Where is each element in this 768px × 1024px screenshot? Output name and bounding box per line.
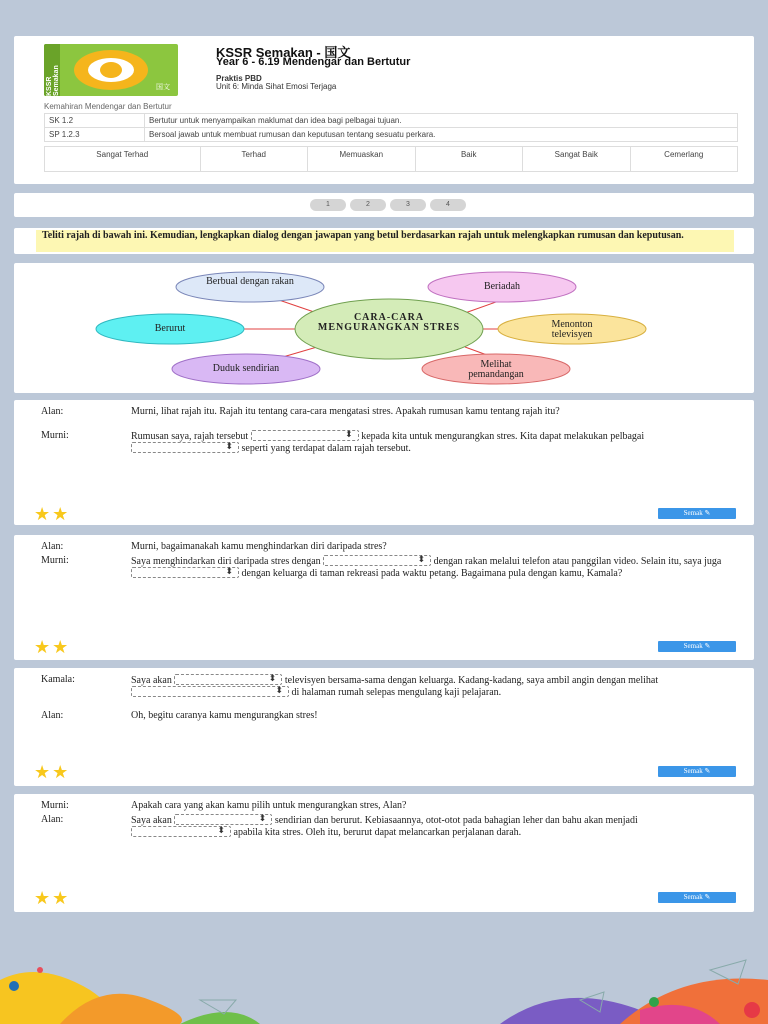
star-icon: ★ [52,504,69,524]
pencil-icon: ✎ [704,893,711,901]
page-title: KSSR Semakan - 国文 [216,45,351,60]
dialog-text: apabila kita stres. Oleh itu, berurut dapat melancarkan perjalanan darah. [231,827,522,838]
star-rating [34,762,69,782]
dialog-card-2 [14,535,754,660]
dialog-text: Saya menghindarkan diri daripada stres dengan [131,556,324,567]
check-button-label: Semak [683,509,703,517]
speaker-name: Kamala: [41,674,75,685]
standards-table [44,113,738,142]
rating-item: Baik [416,147,524,171]
dialog-text: Saya akan [131,815,175,826]
star-rating [34,888,69,908]
node-label-center: CARA-CARA MENGURANGKAN STRES [317,312,461,333]
dialog-card-1 [14,400,754,525]
dialog-text: dengan rakan melalui telefon atau panggilan video. Selain itu, saya juga [431,556,722,567]
pencil-icon: ✎ [704,509,711,517]
standard-code: SP 1.2.3 [45,128,145,142]
pagination [310,199,466,211]
rating-item: Sangat Terhad [45,147,201,171]
decorative-background [0,940,768,1024]
star-icon: ★ [52,762,69,782]
star-icon: ★ [34,762,51,782]
logo-sub-text: 国文 [156,84,170,91]
dialog-text: di halaman rumah selepas mengulang kaji pelajaran. [289,687,502,698]
rating-scale [44,146,738,172]
speaker-name: Murni: [41,555,69,566]
page-button-4[interactable]: 4 [430,199,466,211]
node-label-berurut: Berurut [154,323,186,334]
speaker-name: Alan: [41,710,64,721]
skill-label: Kemahiran Mendengar dan Bertutur [44,102,172,111]
rating-item: Sangat Baik [523,147,631,171]
dialog-text: Apakah cara yang akan kamu pilih untuk mengurangkan stres, Alan? [131,800,407,811]
answer-dropdown[interactable] [251,430,359,441]
table-row [45,128,738,142]
star-icon: ★ [52,888,69,908]
check-button[interactable] [658,508,736,519]
answer-dropdown[interactable] [131,567,239,578]
pencil-icon: ✎ [704,642,711,650]
practice-label: Praktis PBD [216,74,262,83]
node-label-melihat: Melihat pemandangan [468,359,524,380]
dialog-text: Rumusan saya, rajah tersebut [131,431,251,442]
answer-dropdown[interactable] [174,814,272,825]
check-button[interactable] [658,766,736,777]
check-button-label: Semak [683,893,703,901]
standard-code: SK 1.2 [45,114,145,128]
dialog-line [131,406,731,417]
speaker-name: Alan: [41,814,64,825]
page-button-2[interactable]: 2 [350,199,386,211]
dialog-line [131,430,731,454]
app-logo [44,44,178,96]
dialog-line [131,555,731,579]
star-rating [34,637,69,657]
dialog-text: Oh, begitu caranya kamu mengurangkan stres! [131,710,318,721]
star-icon: ★ [34,637,51,657]
speaker-name: Alan: [41,406,64,417]
node-label-menonton: Menonton televisyen [551,319,593,340]
node-label-duduk: Duduk sendirian [212,363,280,374]
pager-card [14,193,754,217]
dialog-line [131,541,731,552]
pencil-icon: ✎ [704,767,711,775]
dialog-line [131,710,731,721]
dialog-text: televisyen bersama-sama dengan keluarga. Kadang-kadang, saya ambil angin dengan melihat [282,675,659,686]
speaker-name: Alan: [41,541,64,552]
instruction-card [14,228,754,254]
answer-dropdown[interactable] [131,826,231,837]
answer-dropdown[interactable] [131,686,289,697]
unit-label: Unit 6: Minda Sihat Emosi Terjaga [216,82,337,91]
speaker-name: Murni: [41,800,69,811]
dialog-text: dengan keluarga di taman rekreasi pada waktu petang. Bagaimana pula dengan kamu, Kamala? [239,568,623,579]
dialog-text: Murni, lihat rajah itu. Rajah itu tentang cara-cara mengatasi stres. Apakah rumusan kamu tentang rajah itu? [131,406,560,417]
check-button[interactable] [658,641,736,652]
header-card [14,36,754,184]
dialog-text: seperti yang terdapat dalam rajah tersebut. [239,443,411,454]
star-icon: ★ [52,637,69,657]
page-button-3[interactable]: 3 [390,199,426,211]
instruction-text: Teliti rajah di bawah ini. Kemudian, lengkapkan dialog dengan jawapan yang betul berdasarkan rajah untuk melengkapkan rumusan dan keputusan. [36,230,734,252]
dialog-text: Murni, bagaimanakah kamu menghindarkan diri daripada stres? [131,541,387,552]
check-button-label: Semak [683,767,703,775]
table-row [45,114,738,128]
rating-item: Terhad [201,147,309,171]
dialog-card-3 [14,668,754,786]
speaker-name: Murni: [41,430,69,441]
dialog-text: Saya akan [131,675,175,686]
star-rating [34,504,69,524]
star-icon: ★ [34,504,51,524]
dialog-text: sendirian dan berurut. Kebiasaannya, otot-otot pada bahagian leher dan bahu akan menjadi [272,815,638,826]
mind-map-card [14,263,754,393]
standard-desc: Bersoal jawab untuk membuat rumusan dan keputusan tentang sesuatu perkara. [145,128,738,142]
dialog-card-4 [14,794,754,912]
dialog-text: kepada kita untuk mengurangkan stres. Kita dapat melakukan pelbagai [358,431,645,442]
check-button-label: Semak [683,642,703,650]
dialog-line [131,674,731,698]
answer-dropdown[interactable] [174,674,282,685]
page-subtitle: Year 6 - 6.19 Mendengar dan Bertutur [216,56,411,68]
dialog-line [131,814,731,838]
answer-dropdown[interactable] [323,555,431,566]
standard-desc: Bertutur untuk menyampaikan maklumat dan idea bagi pelbagai tujuan. [145,114,738,128]
node-label-beriadah: Beriadah [483,281,521,292]
rating-item: Cemerlang [664,150,704,159]
logo-vertical-text: KSSR Semakan [46,65,60,96]
answer-dropdown[interactable] [131,442,239,453]
dialog-line [131,800,731,811]
page-button-1[interactable]: 1 [310,199,346,211]
node-label-berbual: Berbual dengan rakan [206,276,294,287]
rating-item: Memuaskan [308,147,416,171]
star-icon: ★ [34,888,51,908]
check-button[interactable] [658,892,736,903]
